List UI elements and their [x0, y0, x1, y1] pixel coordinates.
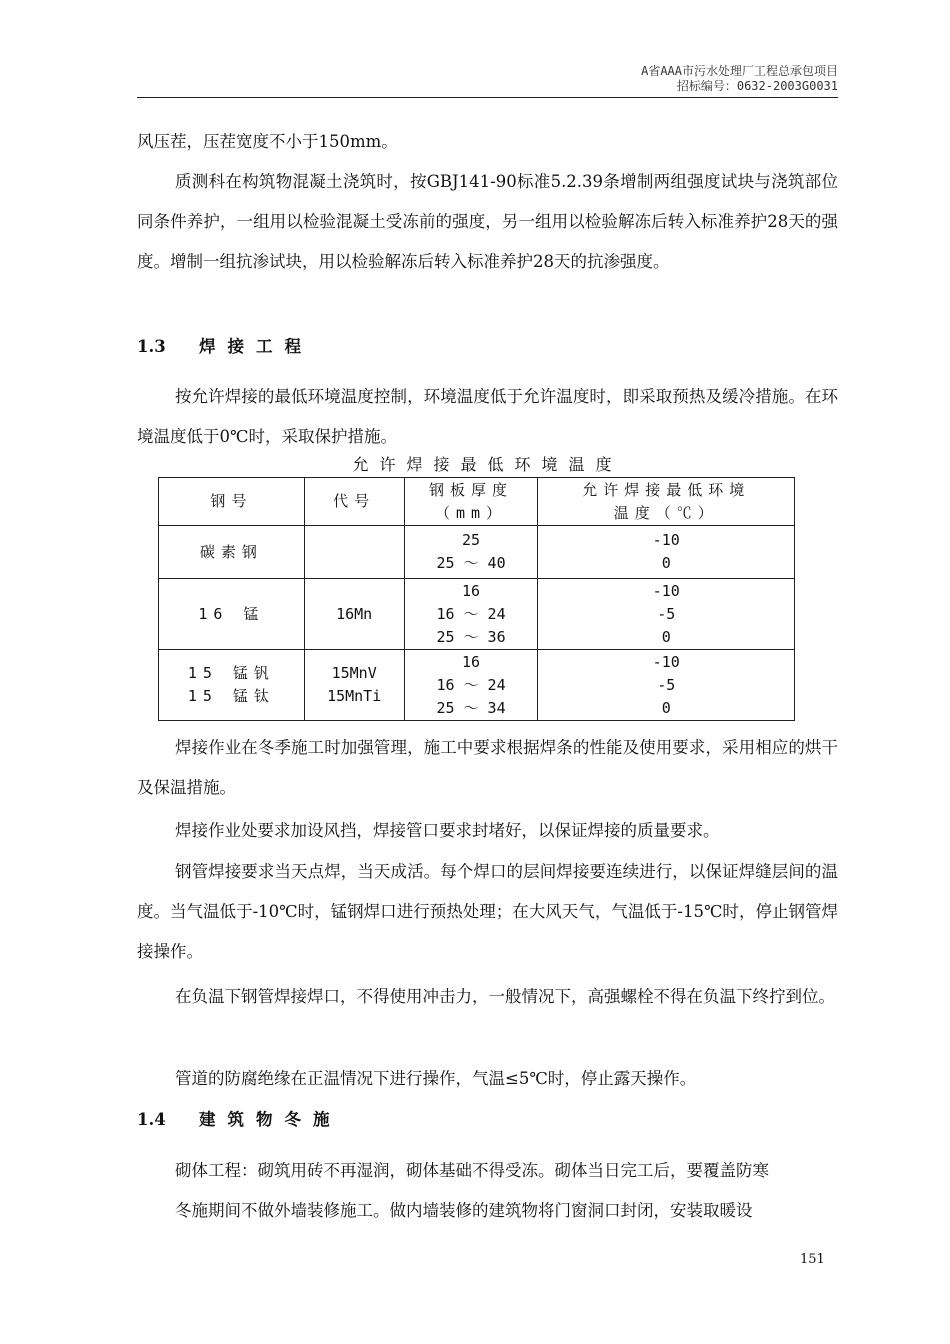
section-heading-1-4: [137, 1108, 838, 1132]
section-number: 1.4: [137, 1110, 166, 1129]
welding-temperature-table: [158, 477, 795, 721]
page-header: [137, 64, 838, 98]
cell-code: 15MnV 15MnTi: [304, 650, 404, 721]
section-title: 建筑物冬施: [199, 1110, 342, 1129]
cell-temperature: -10 -5 0: [538, 579, 795, 650]
paragraph-masonry: 砌体工程：砌筑用砖不再湿润，砌体基础不得受冻。砌体当日完工后，要覆盖防寒: [175, 1161, 769, 1180]
header-steel-grade: 钢号: [159, 478, 305, 526]
cell-code: 16Mn: [304, 579, 404, 650]
section-title: 焊接工程: [199, 337, 313, 356]
paragraph-anticorrosion: 管道的防腐绝缘在正温情况下进行操作，气温≤5℃时，停止露天操作。: [175, 1069, 697, 1088]
cell-temperature: -10 -5 0: [538, 650, 795, 721]
cell-thickness: 25 25 ～ 40: [404, 526, 538, 579]
header-code: 代号: [304, 478, 404, 526]
table-row: [159, 650, 795, 721]
cell-steel: 碳素钢: [159, 526, 305, 579]
table-header-row: [159, 478, 795, 526]
table-row: [159, 526, 795, 579]
cell-steel: 16 锰: [159, 579, 305, 650]
paragraph-decoration: 冬施期间不做外墙装修施工。做内墙装修的建筑物将门窗洞口封闭，安装取暖设: [175, 1201, 753, 1220]
page-number: 151: [800, 1252, 825, 1267]
paragraph-welding-temperature: 按允许焊接的最低环境温度控制，环境温度低于允许温度时，即采取预热及缓冷措施。在环境温度低于0℃时，采取保护措施。: [137, 387, 838, 446]
header-thickness: 钢板厚度 （mm）: [404, 478, 538, 526]
paragraph-pipe-welding: 钢管焊接要求当天点焊，当天成活。每个焊口的层间焊接要连续进行，以保证焊缝层间的温度。当气温低于-10℃时，锰钢焊口进行预热处理；在大风天气，气温低于-15℃时，停止钢管焊接操作。: [137, 862, 838, 961]
cell-steel: 15 锰钒 15 锰钛: [159, 650, 305, 721]
header-bid-number: 招标编号：0632-2003G0031: [676, 79, 838, 93]
cell-temperature: -10 0: [538, 526, 795, 579]
cell-thickness: 16 16 ～ 24 25 ～ 36: [404, 579, 538, 650]
paragraph-wind-shield: 焊接作业处要求加设风挡，焊接管口要求封堵好，以保证焊接的质量要求。: [175, 821, 720, 840]
paragraph-negative-temperature: 在负温下钢管焊接焊口，不得使用冲击力，一般情况下，高强螺栓不得在负温下终拧到位。: [175, 987, 835, 1006]
cell-code: [304, 526, 404, 579]
paragraph-winter-welding: 焊接作业在冬季施工时加强管理，施工中要求根据焊条的性能及使用要求，采用相应的烘干及保温措施。: [137, 738, 838, 797]
table-row: [159, 579, 795, 650]
section-heading-1-3: [137, 335, 838, 359]
section-number: 1.3: [137, 337, 166, 356]
cell-thickness: 16 16 ～ 24 25 ～ 34: [404, 650, 538, 721]
table-title: 允许焊接最低环境温度: [352, 455, 623, 474]
paragraph-concrete-test: 质测科在构筑物混凝土浇筑时，按GBJ141-90标准5.2.39条增制两组强度试块与浇筑部位同条件养护，一组用以检验混凝土受冻前的强度，另一组用以检验解冻后转入标准养护28天的强度。增制一组抗渗试块，用以检验解冻后转入标准养护28天的抗渗强度。: [137, 172, 838, 271]
paragraph-pressure-joint: 风压茬，压茬宽度不小于150mm。: [137, 132, 398, 151]
header-project-title: A省AAA市污水处理厂工程总承包项目: [641, 64, 838, 78]
header-min-temperature: 允许焊接最低环境 温度（℃）: [538, 478, 795, 526]
